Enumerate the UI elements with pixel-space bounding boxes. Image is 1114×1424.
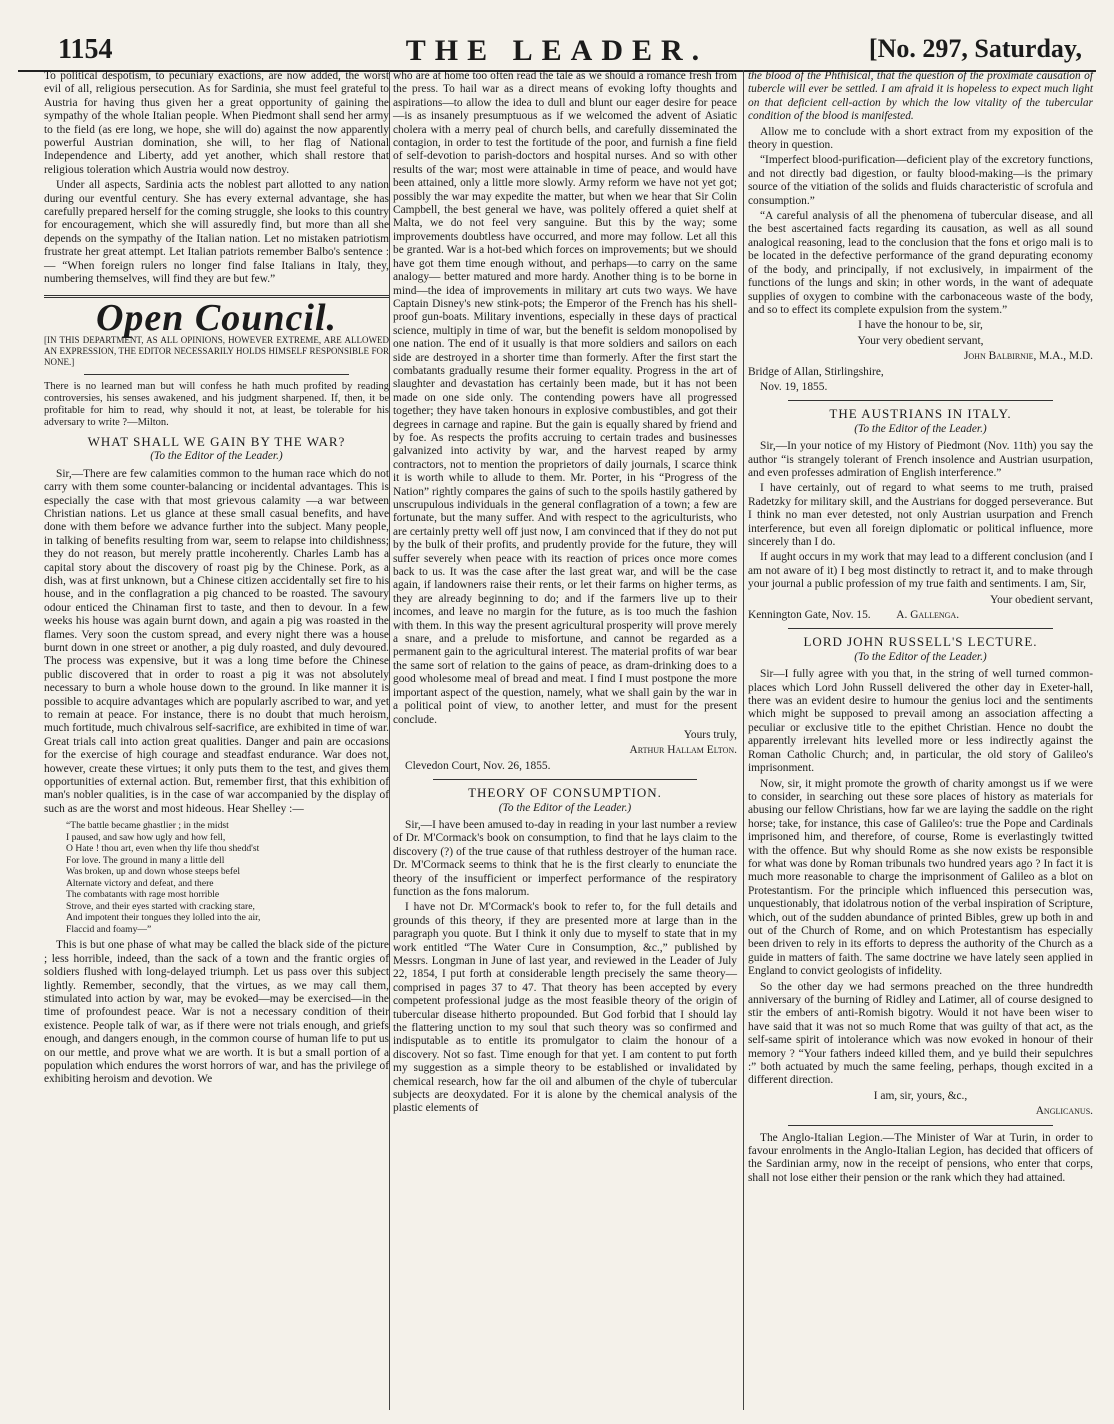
letter-place: Clevedon Court, Nov. 26, 1855. xyxy=(405,759,551,772)
column-2 xyxy=(393,70,737,1118)
letter-signature: Anglicanus. xyxy=(1035,1105,1093,1118)
letter-subtitle: (To the Editor of the Leader.) xyxy=(854,422,987,435)
place-text: Kennington Gate, Nov. 15. xyxy=(748,609,871,622)
poem-line: “The battle became ghastlier ; in the midst xyxy=(66,820,229,832)
divider xyxy=(788,628,1053,629)
column-1 xyxy=(44,70,389,1089)
open-council-heading: Open Council. xyxy=(95,296,338,339)
article-paragraph: To political despotism, to pecuniary exactions, are now added, the worst evil of all, religious persecution. As for Sardinia, she must feel grateful to Austria for having thus given her a great opportunity of gaining the sympathy of the whole Italian people. When Piedmont shall send her army to the field (as ere long, we hope, she will do) against the now apparently powerful Austrian domination, she will, to her flag of National Independence and Liberty, add yet another, which shall restore that religious toleration which Austria would now destroy. xyxy=(44,70,389,176)
letter-date: Nov. 19, 1855. xyxy=(760,380,828,393)
poem-line: Alternate victory and defeat, and there xyxy=(66,877,214,889)
poem-line: For love. The ground in many a little dell xyxy=(66,854,225,866)
letter-paragraph: Sir,—There are few calamities common to the human race which do not carry with them some counter-balancing or incidental advantages. This is especially the case with that most grievous calamity —a war between Christian nations. Let us glance at these small casual benefits, and have done with them before we advance further into the subject. Many people, in talking of benefits resulting from war, seem to relapse into childishness; they do not reason, but merely prattle incoherently. Charles Lamb has a capital story about the discovery of roast pig by the Chinese. Pork, as a dish, was at first unknown, but a Chinese citizen accidentally set fire to his house, and in the conflagration a pig chanced to be roasted. The savoury odour enticed the Chinaman first to taste, and then to devour. In a few weeks his house was again burnt down, and again a pig was roasted in the flames. Very soon the custom spread, and every night there was a house burnt down in one street or another, a pig duly roasted, and duly devoured. The process was expensive, but it was a long time before the Chinese public discovered that in order to roast a pig it was not absolutely necessary to burn a whole house down to the ground. In like manner it is possible to acquire advantages which are popularly ascribed to war, and yet to remain at peace. For instance, there is no doubt that much heroism, much fortitude, much chivalrous self-sacrifice, are exhibited in time of war. Great trials call into action great qualities. Danger and pain are occasions for the exercise of high courage and steadfast endurance. War does not, however, create these virtues; it only puts them to the test, and gives them opportunities of external action. But, remember first, that this exhibition of man's nobler qualities, is in the case of war accompanied by the display of such as are the worst and most hideous. Hear Shelley :— xyxy=(44,467,389,815)
newspaper-title: THE LEADER. xyxy=(405,34,709,67)
poem-line: Strove, and their eyes started with cracking stare, xyxy=(66,900,255,912)
milton-epigraph: There is no learned man but will confess he hath much profited by reading controversies, his senses awakened, and his judgment sharpened. If, then, it be profitable for him to read, why should it not, at least, be tolerable for his adversary to write ?—Milton. xyxy=(44,380,389,428)
letter-paragraph: Sir,—I have been amused to-day in reading in your last number a review of Dr. M'Cormack's book on consumption, to find that he lays claim to the discovery (?) of the true cause of that ruthless destroyer of the human race. Dr. M'Cormack seems to think that he is the first clearly to enunciate the theory of the insufficient or imperfect performance of the respiratory function as the fons malorum. xyxy=(393,818,737,898)
issue-label: [No. 297, Saturday, xyxy=(868,34,1082,63)
letter-closing: I am, sir, yours, &c., xyxy=(873,1089,968,1102)
letter-paragraph: the blood of the Phthisical, that the question of the proximate causation of tubercle will ever be settled. I am afraid it is hopeless to expect much light on that deficient cell-action by which the low vitality of the tubercular condition of the blood is manifested. xyxy=(748,70,1093,123)
letter-title: WHAT SHALL WE GAIN BY THE WAR? xyxy=(87,433,346,449)
page-number: 1154 xyxy=(58,34,113,65)
column-rule xyxy=(743,70,744,1410)
letter-subtitle: (To the Editor of the Leader.) xyxy=(150,450,283,463)
letter-paragraph: Now, sir, it might promote the growth of charity amongst us if we were to consider, in searching out these sore places of history as materials for abusing our fellow Christians, how far we are laying the saddle on the right horse; take, for instance, this case of Galileo's: true the Pope and Cardinals imprisoned him, and therefore, of course, Rome is everlastingly twitted with the offence. But why should Rome as she now exists be responsible for what was done by Roman tribunals two hundred years ago ? In fact it is much more reasonable to charge the imprisonment of Galileo as a blot on Protestantism. For the principle which influenced this persecution was, unquestionably, that idolatrous notion of the verbal inspiration of Scripture, which, out of the sudden abundance of printed Bibles, grew up both in and out of the Church of Rome, and on which Protestantism has especially been driven to rely in its efforts to depress the authority of the Church as a guide in matters of faith. The same doctrine we have lately seen applied in England to convict geologists of infidelity. xyxy=(748,777,1093,978)
poem-line: The combatants with rage most horrible xyxy=(66,889,220,901)
letter-place: Bridge of Allan, Stirlingshire, xyxy=(748,365,884,378)
letter-paragraph: So the other day we had sermons preached on the three hundredth anniversary of the burning of Ridley and Latimer, all of course designed to stir the embers of anti-Romish bigotry. Would it not have been wiser to have said that it was not so much Rome that was guilty of that act, as the self-same spirit of intolerance which was now evoked in honour of their memory ? “Your fathers indeed killed them, and ye build their sepulchres :” both actuated by much the same feeling, perhaps, though excited in a different direction. xyxy=(748,980,1093,1087)
poem-line: And impotent their tongues they lolled into the air, xyxy=(66,912,261,924)
letter-paragraph: I have not Dr. M'Cormack's book to refer to, for the full details and grounds of this theory, if they are presented more at large than in the paragraph you quote. But I think it only due to myself to state that in my work entitled “The Water Cure in Consumption, &c.,” published by Messrs. Longman in June of last year, and reviewed in the Leader of July 22, 1854, I put forth at considerable length precisely the same theory—comprised in pages 37 to 47. That theory has been accepted by every competent professional judge as the most feasible theory of the origin of tubercular disease hitherto propounded. But God forbid that I should lay the flattering unction to my soul that such theory was so confirmed and indisputable as to entitle its promulgator to claim the honour of a discovery. Not so fast. Time enough for that yet. I am content to put forth my suggestion as a simple theory to be established or invalidated by chemical research, how far the oil and albumen of the chyle of tubercular subjects are deoxydated. For it is alone by the chemical analysis of the plastic elements of xyxy=(393,901,737,1115)
letter-closing: Yours truly, xyxy=(683,728,737,741)
letter-paragraph: Allow me to conclude with a short extract from my exposition of the theory in question. xyxy=(748,125,1093,152)
letter-signature: John Balbirnie, M.A., M.D. xyxy=(963,350,1093,363)
letter-title: THEORY OF CONSUMPTION. xyxy=(468,785,662,801)
quoted-paragraph: “A careful analysis of all the phenomena of tubercular disease, and all the best ascertained facts regarding its causation, as well as all sound analogical reasoning, lead to the conclusion that the fons et origo mali is to be located in the defective performance of the grand depurating economy of the body, and principally, if not exclusively, in impairment of the functions of the lungs and skin; in other words, in the want of adequate supplies of oxygen to combine with the carbonaceous waste of the body, and so to effect its complete expulsion from the system.” xyxy=(748,210,1093,316)
divider xyxy=(433,779,697,780)
letter-closing: Your very obedient servant, xyxy=(857,334,984,347)
letter-subtitle: (To the Editor of the Leader.) xyxy=(498,801,632,814)
poem-line: I paused, and saw how ugly and how fell, xyxy=(66,831,226,843)
letter-place xyxy=(748,609,1093,622)
letter-subtitle: (To the Editor of the Leader.) xyxy=(854,650,987,663)
column-rule xyxy=(389,70,390,1410)
quoted-paragraph: “Imperfect blood-purification—deficient play of the excretory functions, and not directly bad digestion, or faulty blood-making—is the primary source of the vitiation of the solids and fluids characteristic of scrofula and consumption.” xyxy=(748,154,1093,207)
letter-signature: A. Gallenga. xyxy=(896,609,960,622)
poem-line: Was broken, up and down whose steeps befel xyxy=(66,866,241,878)
department-notice: [IN THIS DEPARTMENT, AS ALL OPINIONS, HOWEVER EXTREME, ARE ALLOWED AN EXPRESSION, THE EDITOR NECESSARILY HOLDS HIMSELF RESPONSIBLE FOR NONE.] xyxy=(44,334,389,367)
masthead xyxy=(18,34,1096,72)
letter-closing: I have the honour to be, sir, xyxy=(858,319,983,332)
letter-title: THE AUSTRIANS IN ITALY. xyxy=(829,406,1012,422)
letter-paragraph: who are at home too often read the tale as we should a romance fresh from the press. To hail war as a direct means of evoking lofty thoughts and aspirations—to allow the idea to dull and blunt our eager desire for peace—is as insanely presumptuous as if we welcomed the advent of Asiatic cholera with a merry peal of church bells, and carefully disseminated the contagion, in order to test the fortitude of the poor, and furnish a fine field of self-devotion to parish-doctors and hospital nurses. And so with other results of the war; most were attainable in time of peace, and would have been attained, only a little more slowly. Army reform we have not yet got; possibly the war may expedite the matter, but when we hear that Sir Colin Campbell, the best general we have, was politely offered a quiet shelf at Malta, we do not feel very sanguine. But this by the way; some improvements doubtless have occurred, and more may follow. Let all this be granted. War is a hot-bed which forces on improvements; but we should have got them time enough without, and perhaps—to carry on the same analogy— better matured and more hardy. Another thing is to be borne in mind—the idea of improvements in military art cuts two ways. We have Captain Disney's new stink-pots; the Emperor of the French has his shell-proof gun-boats. Military inventions, especially in these days of practical science, multiply in time of war, but the benefit is seldom monopolised by one nation. The end of it usually is that more soldiers and sailors on each side are destroyed in a shorter time than formerly. After the first start the combatants gradually resume their former equality. Progress in the art of slaughter and devastation has certainly been made, but it has not been made on one side only. The contending powers have all progressed together; they have taken honours in explosive combustibles, and got their degrees in carnage and rapine. But the gain is equally shared by friend and by foe. As respects the profits accruing to certain trades and businesses galvanized into activity by war, and the harvest reaped by army contractors, not to mention the proprietors of daily journals, I scarce think it is worth while to allude to them. Mr. Porter, in his “Progress of the Nation” rightly compares the gains of such to the spoils hastily gathered by unscrupulous individuals in the general conflagration of a town; a few are fortunate, but the many suffer. And with respect to the agriculturists, who are certainly pretty well off just now, I am convinced that if they do not put by the bulk of their profits, and prudently provide for the future, they will suffer severely when peace with its reaction of prices once more comes back to us. It was the case after the last great war, and will be the case again, if landowners raise their rents, or let their farms on higher terms, as they are already beginning to do; and if the farmers live up to their incomes, and leave no margin for the future, as is too much the fashion with them. In this way the present agricultural prosperity will prove merely a snare, and a prelude to misfortune, and cannot be regarded as a permanent gain to the agricultural interest. The material profits of war bear the same sort of relation to the gains of peace, as dram-drinking does to a good wholesome meal of bread and meat. I find I must postpone the more important aspect of the question, namely, what we shall gain by the war in a political point of view, to another letter, and must for the present conclude. xyxy=(393,70,737,726)
letter-paragraph: If aught occurs in my work that may lead to a different conclusion (and I am not aware of it) I beg most distinctly to retract it, and to make through your journal a public profession of my true faith and sentiments. I am, Sir, xyxy=(748,551,1093,591)
letter-paragraph: This is but one phase of what may be called the black side of the picture ; less horrible, indeed, than the sack of a town and the frantic orgies of soldiers flushed with long-delayed triumph. Let us pass over this subject lightly. Remember, secondly, that the virtues, as we may call them, stimulated into action by war, may be evoked—may be exercised—in the time of profoundest peace. War is not a necessary condition of their existence. People talk of war, as if there were not trials enough, and griefs enough, and dangers enough, in the common course of human life to put us on our mettle, and prove what we are worth. It is but a small portion of a population which endures the worst horrors of war, and has the privilege of exhibiting heroism and devotion. We xyxy=(44,939,389,1086)
divider xyxy=(84,374,349,375)
news-paragraph: The Anglo-Italian Legion.—The Minister of War at Turin, in order to favour enrolments in the Anglo-Italian Legion, has decided that officers of the Sardinian army, now in the receipt of pensions, who enter that corps, shall not lose either their pension or the rank which they had attained. xyxy=(748,1131,1093,1184)
letter-title: LORD JOHN RUSSELL'S LECTURE. xyxy=(803,634,1038,650)
letter-paragraph: Sir,—In your notice of my History of Piedmont (Nov. 11th) you say the author “is strangely tolerant of French insolence and Austrian usurpation, and even professes admiration of English interference.” xyxy=(748,440,1093,479)
letter-paragraph: Sir—I fully agree with you that, in the string of well turned common-places which Lord John Russell delivered the other day in Exeter-hall, there was an evident desire to humour the genius loci and the sentiments which might be supposed to prevail among an association affecting a peculiar or exclusive title to the epithet Christian. Hence no doubt the apparently irrelevant hits levelled more or less indirectly against the Roman Catholic Church; and, in particular, the old story of Galileo's imprisonment. xyxy=(748,668,1093,775)
letter-signature: Arthur Hallam Elton. xyxy=(629,744,737,757)
letter-closing: Your obedient servant, xyxy=(990,593,1093,606)
article-paragraph: Under all aspects, Sardinia acts the noblest part allotted to any nation during our eventful century. She has every external advantage, she has carefully prepared herself for the coming struggle, she looks to this country for encouragement, which she will assuredly find, but more than all she depends on the sympathy of the Italian nation. Let no mistaken patriotism frustrate her great attempt. Let Italian patriots remember Balbo's sentence :— “When foreign rulers no longer find false Italians in Italy, they, numbering themselves, will find they are but few.” xyxy=(44,179,389,286)
letter-paragraph: I have certainly, out of regard to what seems to me truth, praised Radetzky for military skill, and the Austrians for dogged perseverance. But I think no man ever detested, not only Austrian usurpation and French interference, but even all foreign diplomatic or political influence, more sincerely than I do. xyxy=(748,482,1093,548)
shelley-poem xyxy=(66,820,389,935)
divider xyxy=(788,1125,1053,1126)
poem-line: O Hate ! thou art, even when thy life thou shedd'st xyxy=(66,843,260,855)
poem-line: Flaccid and foamy—” xyxy=(66,923,152,935)
divider xyxy=(788,400,1053,401)
column-3 xyxy=(748,70,1093,1187)
